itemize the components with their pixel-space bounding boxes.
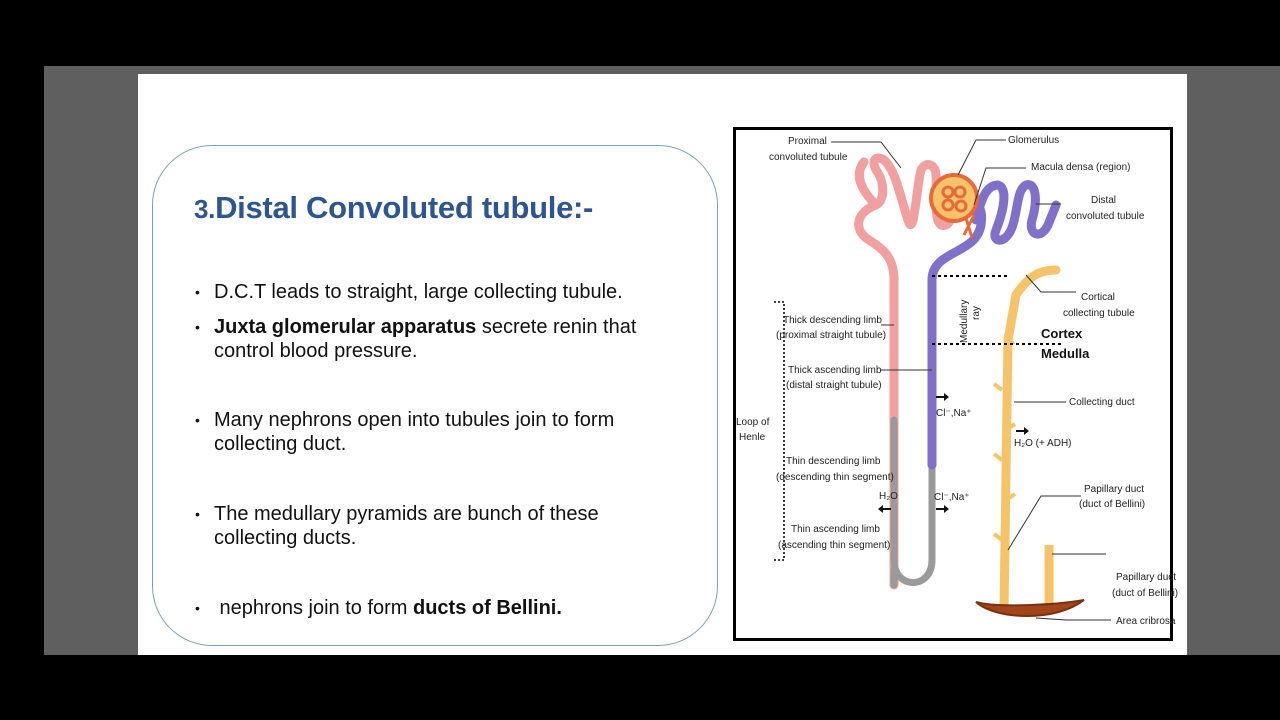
label-thin-asc-2: (ascending thin segment) <box>778 540 891 551</box>
collecting-duct-shape <box>1004 340 1008 610</box>
area-cribrosa-shape <box>976 600 1084 616</box>
label-thick-asc-1: Thick ascending limb <box>788 365 882 376</box>
label-cortex: Cortex <box>1041 326 1083 341</box>
label-proximal-2: convoluted tubule <box>769 152 848 163</box>
label-cortical-2: collecting tubule <box>1063 308 1135 319</box>
label-thin-asc-1: Thin ascending limb <box>791 524 880 535</box>
label-distal-2: convoluted tubule <box>1066 211 1145 222</box>
thin-segment-shape <box>894 420 932 585</box>
label-papillary-1b: (duct of Bellini) <box>1079 499 1146 510</box>
label-papillary-2b: (duct of Bellini) <box>1112 588 1179 599</box>
nephron-svg <box>736 130 1179 638</box>
label-thick-desc-2: (proximal straight tubule) <box>776 330 887 341</box>
label-h2o-adh: H₂O (+ ADH) <box>1014 438 1072 449</box>
label-macula-densa: Macula densa (region) <box>1031 162 1131 173</box>
label-loop-1: Loop of <box>736 417 770 428</box>
label-medullary: Medullary <box>959 299 970 343</box>
label-thick-asc-2: (distal straight tubule) <box>786 380 882 391</box>
slide-title: 3.Distal Convoluted tubule:- <box>194 190 594 225</box>
label-cl-na-1: Cl⁻,Na⁺ <box>936 408 972 419</box>
glomerulus-shape <box>931 175 977 221</box>
label-ray: ray <box>971 306 982 320</box>
label-glomerulus: Glomerulus <box>1008 135 1060 146</box>
label-proximal-1: Proximal <box>788 136 827 147</box>
label-distal-1: Distal <box>1091 195 1117 206</box>
label-collecting-duct: Collecting duct <box>1069 397 1135 408</box>
label-thin-desc-2: (descending thin segment) <box>776 472 894 483</box>
label-h2o: H₂O <box>879 491 898 502</box>
nephron-diagram <box>733 127 1179 641</box>
label-thin-desc-1: Thin descending limb <box>786 456 881 467</box>
label-area-cribrosa: Area cribrosa <box>1116 616 1176 627</box>
label-loop-2: Henle <box>739 432 766 443</box>
label-cl-na-2: Cl⁻,Na⁺ <box>934 492 970 503</box>
label-papillary-1a: Papillary duct <box>1084 484 1145 495</box>
label-papillary-2a: Papillary duct <box>1116 572 1177 583</box>
distal-tubule-shape <box>932 206 982 465</box>
label-cortical-1: Cortical <box>1081 292 1115 303</box>
label-medulla: Medulla <box>1041 346 1090 361</box>
label-thick-desc-1: Thick descending limb <box>783 315 882 326</box>
